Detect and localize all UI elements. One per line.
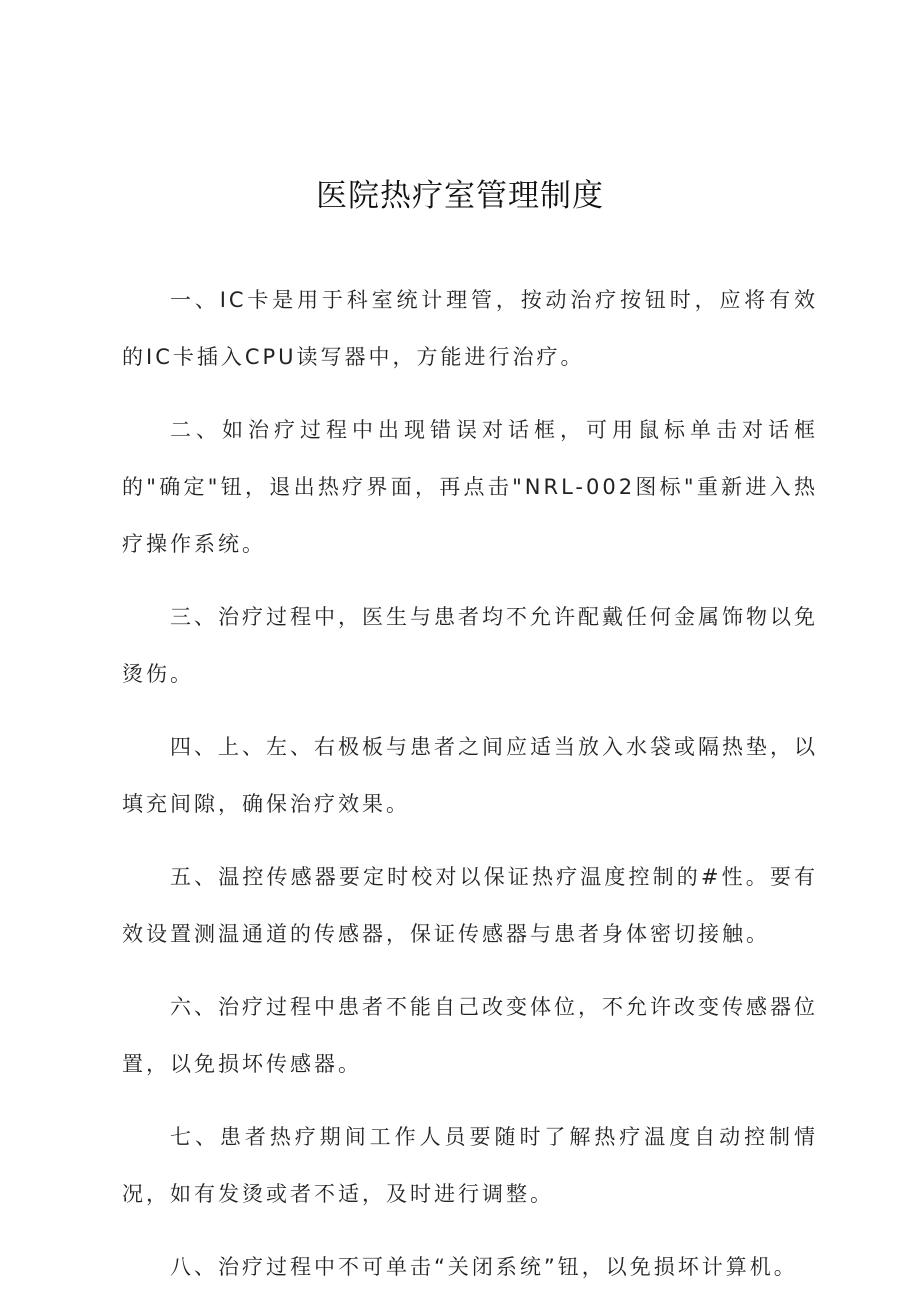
paragraph-4: 四、上、左、右极板与患者之间应适当放入水袋或隔热垫，以填充间隙，确保治疗效果。 (122, 735, 818, 816)
paragraph-8: 八、治疗过程中不可单击“关闭系统”钮，以免损坏计算机。 (170, 1255, 798, 1279)
paragraph-7: 七、患者热疗期间工作人员要随时了解热疗温度自动控制情况，如有发烫或者不适，及时进行调整。 (122, 1125, 818, 1206)
paragraph-1: 一、IC卡是用于科室统计理管，按动治疗按钮时，应将有效的IC卡插入CPU读写器中，方能进行治疗。 (122, 288, 818, 369)
document-title: 医院热疗室管理制度 (316, 178, 604, 214)
paragraph-6: 六、治疗过程中患者不能自己改变体位，不允许改变传感器位置，以免损坏传感器。 (122, 995, 818, 1076)
paragraph-3: 三、治疗过程中，医生与患者均不允许配戴任何金属饰物以免烫伤。 (122, 605, 818, 686)
paragraph-2: 二、如治疗过程中出现错误对话框，可用鼠标单击对话框的"确定"钮，退出热疗界面，再点击"NRL-002图标"重新进入热疗操作系统。 (122, 418, 818, 556)
paragraph-5: 五、温控传感器要定时校对以保证热疗温度控制的#性。要有效设置测温通道的传感器，保证传感器与患者身体密切接触。 (122, 865, 818, 946)
document-body (122, 272, 818, 1312)
